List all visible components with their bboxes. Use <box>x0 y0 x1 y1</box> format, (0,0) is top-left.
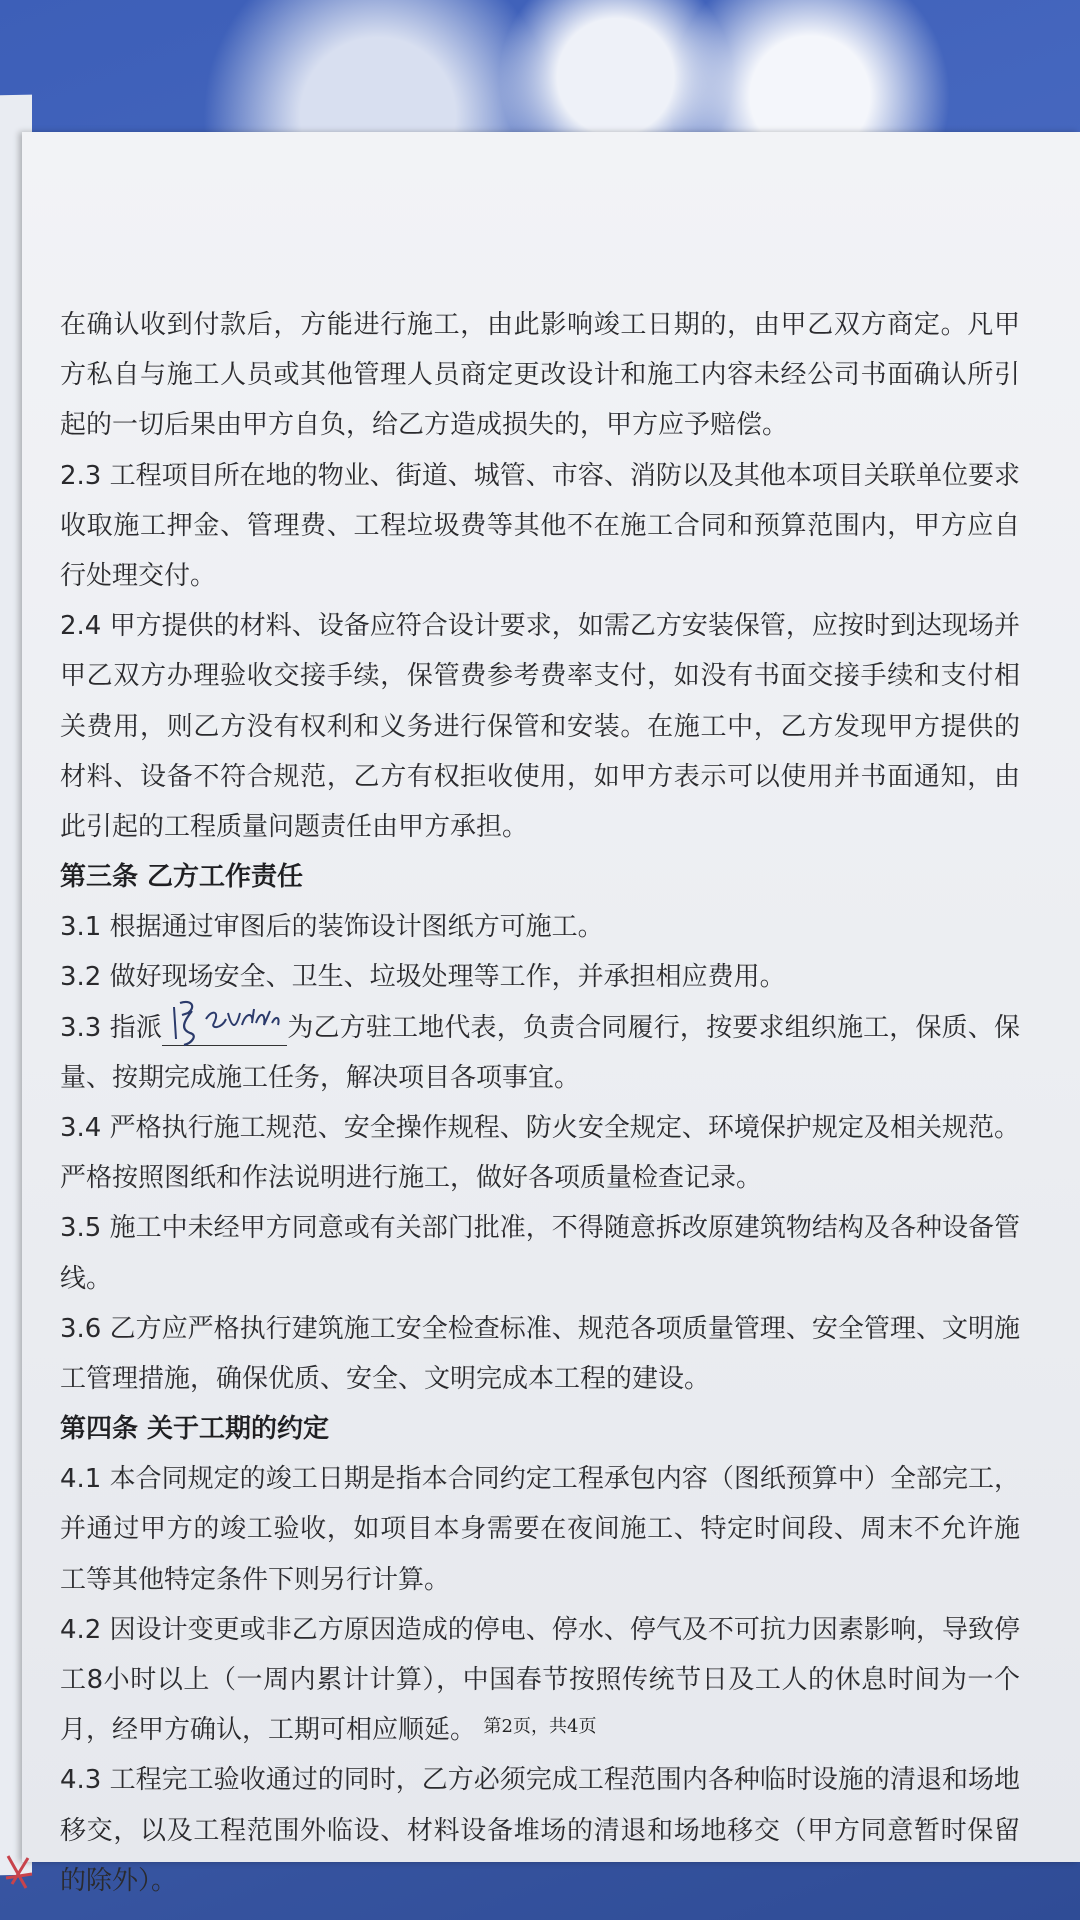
red-ink-mark-icon <box>2 1848 42 1898</box>
page-footer: 第2页，共4页 <box>483 1716 597 1737</box>
signature-icon <box>162 989 287 1049</box>
document-body <box>60 300 1020 1906</box>
handwritten-signature <box>162 1011 287 1046</box>
clause-3-3-suffix: 为乙方驻工地代表，负责合同履行，按要求组织施工，保质、保量、按期完成施工任务，解决项目各项事宜。 <box>60 1012 1020 1093</box>
clause-3-3-prefix: 3.3 指派 <box>60 1012 163 1043</box>
clause-3-6: 3.6 乙方应严格执行建筑施工安全检查标准、规范各项质量管理、安全管理、文明施工管理措施，确保优质、安全、文明完成本工程的建设。 <box>60 1313 1020 1395</box>
clause-3-5: 3.5 施工中未经甲方同意或有关部门批准，不得随意拆改原建筑物结构及各种设备管线。 <box>60 1213 1020 1294</box>
clause-4-2: 4.2 因设计变更或非乙方原因造成的停电、停水、停气及不可抗力因素影响，导致停工8小时以上（一周内累计计算），中国春节按照传统节日及工人的休息时间为一个月，经甲方确认，工期可相应顺延。 <box>60 1614 1020 1746</box>
clause-2-4: 2.4 甲方提供的材料、设备应符合设计要求，如需乙方安装保管，应按时到达现场并甲乙双方办理验收交接手续，保管费参考费率支付，如没有书面交接手续和支付相关费用，则乙方没有权利和义务进行保管和安装。在施工中，乙方发现甲方提供的材料、设备不符合规范，乙方有权拒收使用，如甲方表示可以使用并书面通知，由此引起的工程质量问题责任由甲方承担。 <box>60 611 1020 843</box>
section-3-title: 第三条 乙方工作责任 <box>60 862 304 893</box>
clause-3-3 <box>60 1003 1020 1103</box>
section-4-title: 第四条 关于工期的约定 <box>60 1414 330 1445</box>
clause-4-3: 4.3 工程完工验收通过的同时，乙方必须完成工程范围内各种临时设施的清退和场地移交，以及工程范围外临设、材料设备堆场的清退和场地移交（甲方同意暂时保留的除外）。 <box>60 1765 1020 1896</box>
clause-3-1: 3.1 根据通过审图后的装饰设计图纸方可施工。 <box>60 912 604 943</box>
clause-2-3: 2.3 工程项目所在地的物业、街道、城管、市容、消防以及其他本项目关联单位要求收取施工押金、管理费、工程垃圾费等其他不在施工合同和预算范围内，甲方应自行处理交付。 <box>60 460 1020 592</box>
clause-3-2: 3.2 做好现场安全、卫生、垃圾处理等工作，并承担相应费用。 <box>60 962 786 993</box>
clause-3-4: 3.4 严格执行施工规范、安全操作规程、防火安全规定、环境保护规定及相关规范。严格按照图纸和作法说明进行施工，做好各项质量检查记录。 <box>60 1113 1020 1194</box>
clause-4-1: 4.1 本合同规定的竣工日期是指本合同约定工程承包内容（图纸预算中）全部完工，并通过甲方的竣工验收，如项目本身需要在夜间施工、特定时间段、周末不允许施工等其他特定条件下则另行计算。 <box>60 1464 1020 1595</box>
paragraph-continuation: 在确认收到付款后，方能进行施工，由此影响竣工日期的，由甲乙双方商定。凡甲方私自与施工人员或其他管理人员商定更改设计和施工内容未经公司书面确认所引起的一切后果由甲方自负，给乙方造成损失的，甲方应予赔偿。 <box>60 310 1020 441</box>
